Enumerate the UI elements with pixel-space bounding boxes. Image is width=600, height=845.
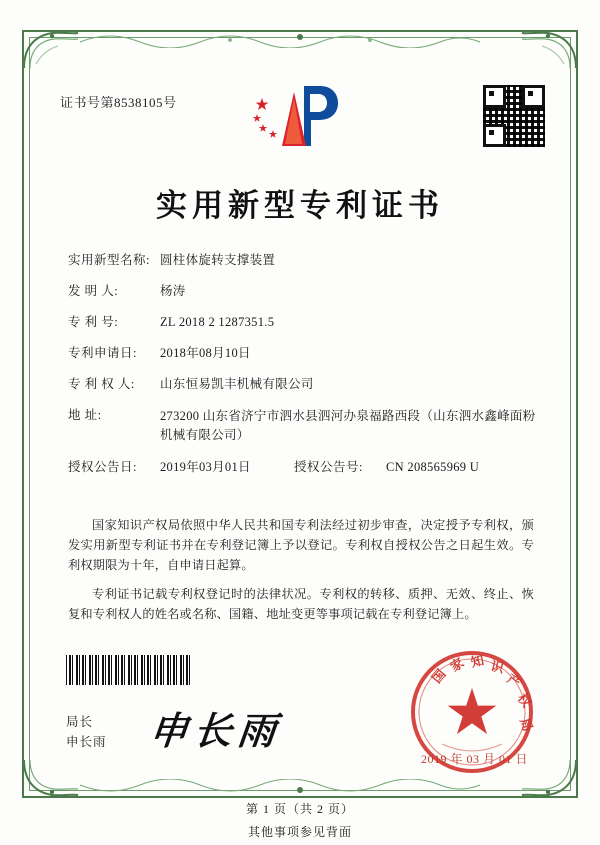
svg-text:产: 产 — [504, 670, 524, 691]
field-utility-model-name — [68, 252, 538, 269]
paragraph-grant: 国家知识产权局依照中华人民共和国专利法经过初步审查，决定授予专利权，颁发实用新型专利证书并在专利登记簿上予以登记。专利权自授权公告之日起生效。专利权期限为十年，自申请日起算。 — [68, 518, 534, 572]
field-grant-date — [68, 459, 294, 476]
field-list — [68, 252, 538, 490]
seal-date: 2019 年 03 月 01 日 — [420, 752, 528, 766]
page-title: 实用新型专利证书 — [156, 188, 444, 223]
barcode-icon — [66, 655, 192, 685]
field-label: 授权公告号: — [294, 460, 363, 474]
field-value: 2019年03月01日 — [160, 460, 251, 474]
svg-text:识: 识 — [489, 658, 506, 676]
field-grant-publication-number — [294, 459, 538, 476]
field-address — [68, 407, 538, 445]
field-patentee — [68, 376, 538, 393]
corner-ornament-icon — [520, 30, 578, 70]
svg-text:权: 权 — [514, 690, 535, 711]
field-grant-row — [68, 459, 538, 476]
svg-text:家: 家 — [447, 654, 467, 675]
legal-text-block — [68, 515, 534, 633]
certificate-number: 证书号第8538105号 — [60, 95, 177, 110]
signature-label-block — [66, 712, 107, 752]
field-label: 地 址: — [68, 408, 102, 422]
paragraph-register: 专利证书记载专利权登记时的法律状况。专利权的转移、质押、无效、终止、恢复和专利权人的姓名或名称、国籍、地址变更等事项记载在专利登记簿上。 — [68, 587, 534, 621]
field-value: 杨涛 — [160, 284, 186, 298]
border-flourish-bottom — [80, 779, 520, 801]
handwritten-signature: 申长雨 — [147, 711, 284, 753]
field-label: 实用新型名称: — [68, 253, 150, 267]
field-patent-number — [68, 314, 538, 331]
director-role-label: 局长 — [66, 715, 94, 729]
svg-text:国: 国 — [428, 666, 449, 686]
field-value: CN 208565969 U — [386, 460, 480, 474]
field-value: 2018年08月10日 — [160, 346, 251, 360]
field-label: 授权公告日: — [68, 460, 137, 474]
svg-text:知: 知 — [469, 652, 486, 670]
field-value: 273200 山东省济宁市泗水县泗河办泉福路西段（山东泗水鑫峰面粉机械有限公司） — [160, 409, 536, 442]
field-value: 山东恒易凯丰机械有限公司 — [160, 377, 314, 391]
qr-code-icon — [483, 85, 545, 147]
page-number: 第 1 页（共 2 页） — [245, 802, 354, 816]
corner-ornament-icon — [22, 30, 80, 70]
back-page-note: 其他事项参见背面 — [247, 825, 352, 839]
field-label: 专 利 权 人: — [68, 377, 135, 391]
patent-office-logo-icon — [248, 82, 352, 154]
field-inventor — [68, 283, 538, 300]
field-label: 发 明 人: — [68, 284, 119, 298]
field-application-date — [68, 345, 538, 362]
field-label: 专利申请日: — [68, 346, 137, 360]
corner-ornament-icon — [22, 758, 80, 798]
svg-text:局: 局 — [517, 715, 536, 734]
field-value: 圆柱体旋转支撑装置 — [160, 253, 276, 267]
director-name-label: 申长雨 — [66, 735, 107, 749]
border-flourish-top — [80, 26, 520, 48]
field-value: ZL 2018 2 1287351.5 — [160, 315, 275, 329]
field-label: 专 利 号: — [68, 315, 119, 329]
